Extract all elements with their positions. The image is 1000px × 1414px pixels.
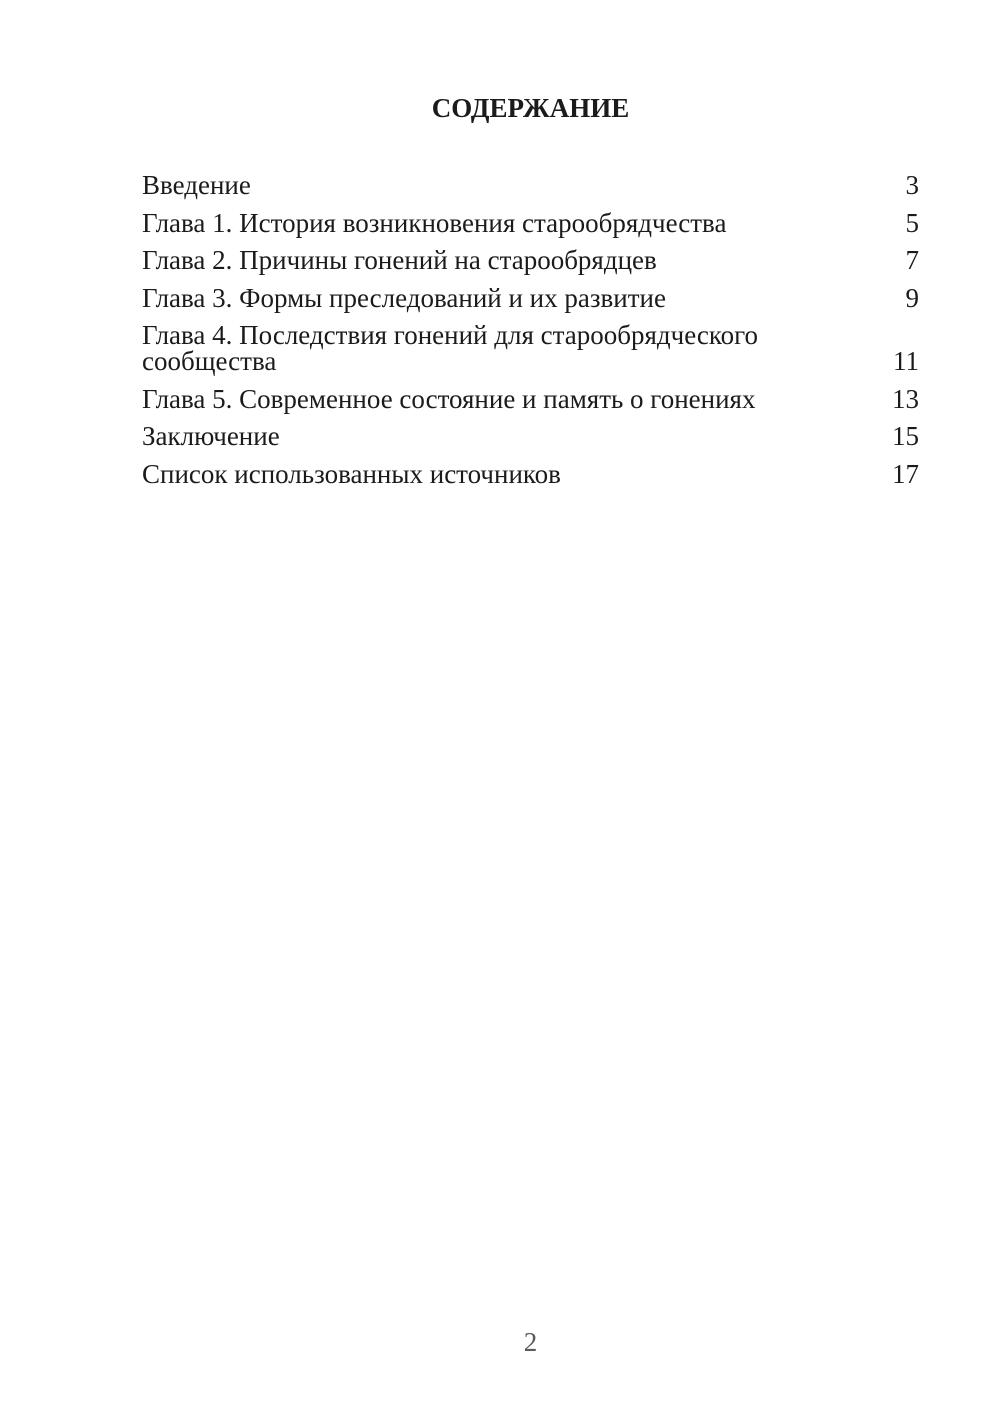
toc-entry (142, 458, 919, 489)
toc-entry (142, 282, 919, 313)
toc-entry-page-number: 11 (893, 346, 919, 376)
page-title: СОДЕРЖАНИЕ (431, 93, 630, 123)
toc-entry-page-number: 7 (905, 245, 919, 275)
toc-list (142, 172, 919, 487)
toc-entry-label: Заключение (142, 421, 280, 451)
toc-entry (142, 207, 919, 238)
toc-entry-page-number: 13 (892, 383, 919, 414)
toc-entry-label: Глава 1. История возникновения старообрядчества (142, 207, 727, 238)
toc-entry-label: Глава 3. Формы преследований и их развитие (142, 282, 666, 313)
toc-entry-page-number: 9 (905, 282, 919, 313)
toc-entry-page-number: 3 (905, 170, 919, 200)
toc-entry (142, 423, 919, 449)
toc-entry-page-number: 5 (905, 207, 919, 238)
toc-entry (142, 172, 919, 198)
toc-entry-page-number: 15 (892, 421, 919, 451)
toc-entry (142, 383, 919, 414)
toc-entry-label: Глава 4. Последствия гонений для старообрядческого сообщества (142, 320, 758, 376)
toc-entry-label: Список использованных источников (142, 458, 561, 489)
toc-entry-page-number: 17 (892, 458, 919, 489)
page-content (142, 0, 919, 498)
toc-entry (142, 247, 919, 273)
toc-entry-label: Введение (142, 170, 251, 200)
page-number-footer: 2 (523, 1327, 538, 1357)
toc-entry (142, 322, 919, 374)
toc-entry-label: Глава 5. Современное состояние и память о гонениях (142, 383, 756, 414)
toc-entry-label: Глава 2. Причины гонений на старообрядцев (142, 245, 657, 275)
